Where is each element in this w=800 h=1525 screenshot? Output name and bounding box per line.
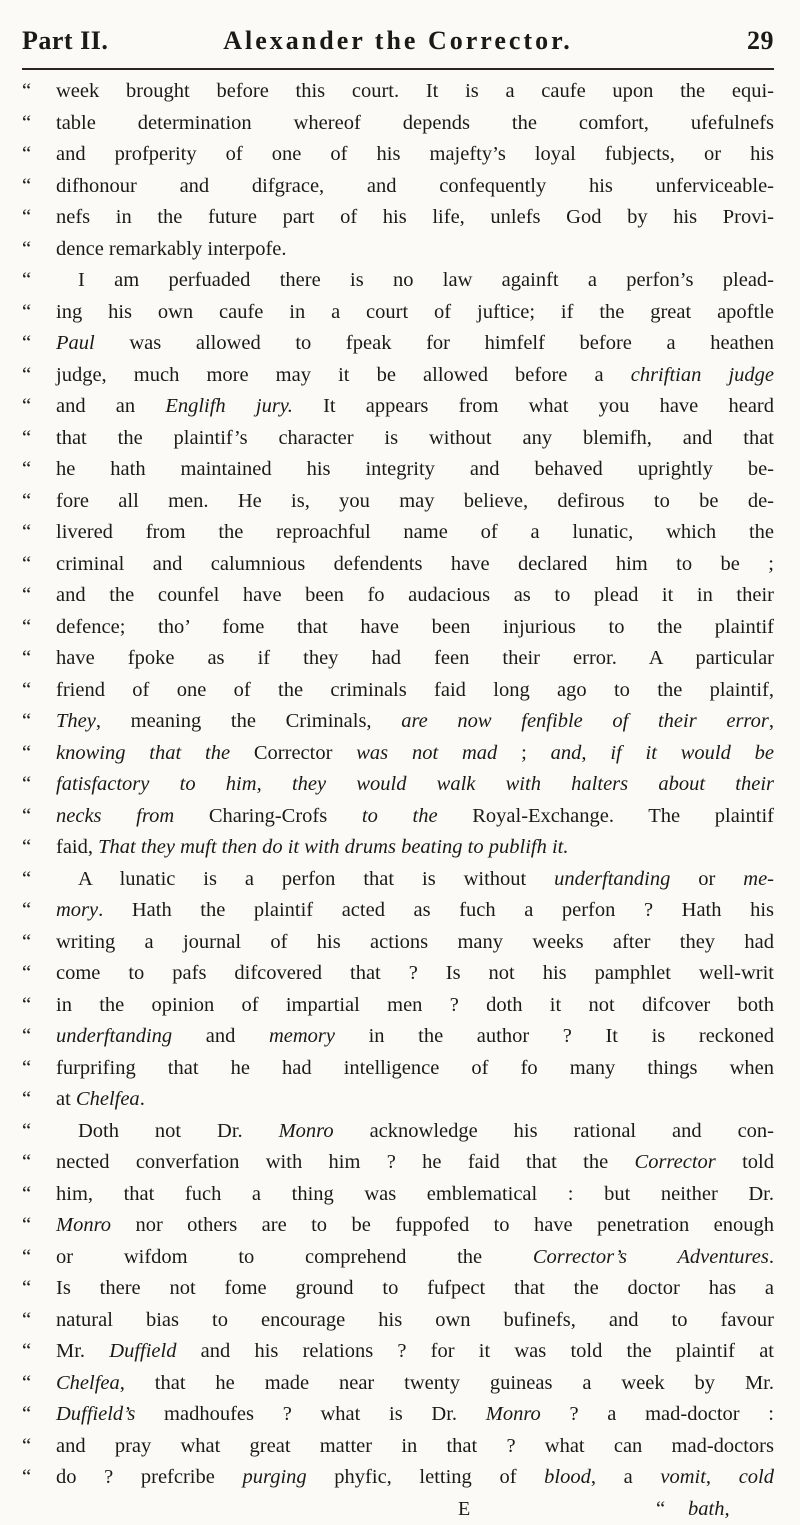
text-run: table determination whereof depends the comfort, ufefulnefs (56, 112, 774, 134)
quote-mark: “ (22, 391, 52, 423)
quote-mark: “ (22, 423, 52, 455)
italic-text: they would walk with halters about their (292, 773, 774, 795)
page-footer (22, 1494, 774, 1525)
text-run: writing a journal of his actions many weeks after they had (56, 931, 774, 953)
text-run: have fpoke as if they had feen their error. A particular (56, 647, 774, 669)
quote-mark: “ (22, 1053, 52, 1085)
text-run: Mr. (56, 1340, 109, 1362)
line-text (56, 895, 774, 927)
line-text (56, 108, 774, 140)
text-line (22, 1147, 774, 1179)
quote-mark: “ (22, 139, 52, 171)
text-run: , (257, 773, 292, 795)
text-line (22, 1273, 774, 1305)
quote-mark: “ (22, 1368, 52, 1400)
text-run: natural bias to encourage his own bufinefs, and to favour (56, 1309, 774, 1331)
text-run: he hath maintained his integrity and behaved uprightly be- (56, 458, 774, 480)
text-run: , meaning the Criminals, (96, 710, 401, 732)
quote-mark: “ (22, 76, 52, 108)
quote-mark: “ (22, 486, 52, 518)
text-run: phyfic, letting of (307, 1466, 545, 1488)
text-run: and an (56, 395, 165, 417)
line-text (56, 580, 774, 612)
text-line (22, 580, 774, 612)
text-line (22, 549, 774, 581)
line-text (56, 643, 774, 675)
line-text (56, 234, 774, 266)
quote-mark: “ (22, 297, 52, 329)
quote-mark: “ (22, 1242, 52, 1274)
italic-text: to the (362, 805, 438, 827)
line-text (56, 328, 774, 360)
quote-mark: “ (22, 171, 52, 203)
text-line (22, 1021, 774, 1053)
quote-mark: “ (22, 927, 52, 959)
text-line (22, 864, 774, 896)
italic-text: Corrector (635, 1151, 716, 1173)
quote-mark: “ (22, 1399, 52, 1431)
line-text (56, 454, 774, 486)
line-text (56, 769, 774, 801)
text-run: defence; tho’ fome that have been injurious to the plaintif (56, 616, 774, 638)
text-run: . (140, 1088, 145, 1110)
text-line (22, 1053, 774, 1085)
quote-mark: “ (22, 580, 52, 612)
italic-text: was not mad (356, 742, 497, 764)
italic-text: cold (739, 1466, 774, 1488)
text-line (22, 643, 774, 675)
catchword: bath, (688, 1494, 730, 1525)
text-line (22, 801, 774, 833)
text-line (22, 360, 774, 392)
italic-text: vomit (660, 1466, 706, 1488)
quote-mark: “ (22, 328, 52, 360)
text-line (22, 1368, 774, 1400)
line-text (78, 1116, 774, 1148)
italic-text: Englifh jury. (165, 395, 293, 417)
italic-text: knowing that the (56, 742, 230, 764)
quote-mark: “ (22, 895, 52, 927)
line-text (56, 990, 774, 1022)
quote-mark: “ (22, 234, 52, 266)
text-line (22, 738, 774, 770)
line-text (56, 1021, 774, 1053)
line-text (56, 1399, 774, 1431)
text-run: fore all men. He is, you may believe, defirous to be de- (56, 490, 774, 512)
text-line (22, 486, 774, 518)
text-line (22, 706, 774, 738)
text-line (22, 1431, 774, 1463)
text-line (22, 391, 774, 423)
quote-mark: “ (22, 360, 52, 392)
italic-text: Duffield (109, 1340, 176, 1362)
text-run: friend of one of the criminals faid long ago to the plaintif, (56, 679, 774, 701)
italic-text: Monro (56, 1214, 111, 1236)
text-line (22, 832, 774, 864)
text-line (22, 328, 774, 360)
quote-mark: “ (22, 643, 52, 675)
text-run: Is there not fome ground to fufpect that the doctor has a (56, 1277, 774, 1299)
text-run: acknowledge his rational and con- (334, 1120, 774, 1142)
text-run: . Hath the plaintif acted as fuch a perfon ? Hath his (98, 899, 774, 921)
running-header (22, 20, 774, 70)
italic-text: me- (743, 868, 774, 890)
text-run: Doth not Dr. (78, 1120, 279, 1142)
text-run: and his relations ? for it was told the plaintif at (176, 1340, 774, 1362)
quote-mark: “ (22, 265, 52, 297)
text-line (22, 234, 774, 266)
line-text (56, 1179, 774, 1211)
text-run: ing his own caufe in a court of juftice; if the great apoftle (56, 301, 774, 323)
italic-text: Chelfea (56, 1372, 120, 1394)
text-run: livered from the reproachful name of a lunatic, which the (56, 521, 774, 543)
text-line (22, 1084, 774, 1116)
line-text (56, 1053, 774, 1085)
line-text (56, 738, 774, 770)
text-run: and profperity of one of his majefty’s loyal fubjects, or his (56, 143, 774, 165)
text-run: or (670, 868, 743, 890)
text-run: come to pafs difcovered that ? Is not his pamphlet well-writ (56, 962, 774, 984)
quote-mark: “ (22, 202, 52, 234)
line-text (56, 1431, 774, 1463)
text-run: , (769, 710, 774, 732)
italic-text: underftanding (554, 868, 670, 890)
text-run: week brought before this court. It is a caufe upon the equi- (56, 80, 774, 102)
italic-text: Monro (279, 1120, 334, 1142)
italic-text: Duffield’s (56, 1403, 135, 1425)
quote-mark: “ (22, 1210, 52, 1242)
italic-text: Chelfea (76, 1088, 140, 1110)
quote-mark: “ (22, 864, 52, 896)
line-text (56, 1305, 774, 1337)
text-line (22, 1462, 774, 1494)
line-text (56, 1273, 774, 1305)
italic-text: are now fenfible of their error (401, 710, 769, 732)
text-line (22, 958, 774, 990)
text-run: I am perfuaded there is no law againft a perfon’s plead- (78, 269, 774, 291)
text-run: was allowed to fpeak for himfelf before a heathen (95, 332, 774, 354)
text-run: that the plaintif’s character is without any blemifh, and that (56, 427, 774, 449)
text-run: do ? prefcribe (56, 1466, 242, 1488)
text-run: in the author ? It is reckoned (335, 1025, 774, 1047)
text-run: , (706, 1466, 739, 1488)
line-text (56, 202, 774, 234)
italic-text: necks from (56, 805, 174, 827)
text-run: It appears from what you have heard (293, 395, 774, 417)
italic-text: That they muft then do it with drums beating to publifh it. (98, 836, 568, 858)
text-run: . (769, 1246, 774, 1268)
text-run: at (56, 1088, 76, 1110)
text-run: and the counfel have been fo audacious as to plead it in their (56, 584, 774, 606)
running-title: Alexander the Corrector. (22, 26, 774, 56)
line-text (56, 1147, 774, 1179)
text-run: difhonour and difgrace, and confequently his unferviceable- (56, 175, 774, 197)
line-text (78, 265, 774, 297)
text-run: in the opinion of impartial men ? doth it not difcover both (56, 994, 774, 1016)
line-text (56, 1462, 774, 1494)
text-line (22, 769, 774, 801)
quote-mark: “ (22, 1431, 52, 1463)
page-number: 29 (747, 26, 774, 56)
text-run: nor others are to be fuppofed to have penetration enough (111, 1214, 774, 1236)
quote-mark: “ (22, 769, 52, 801)
quote-mark: “ (22, 1462, 52, 1494)
quote-mark: “ (22, 612, 52, 644)
text-run: Charing-Crofs (174, 805, 362, 827)
text-line (22, 297, 774, 329)
line-text (56, 423, 774, 455)
line-text (56, 958, 774, 990)
line-text (56, 832, 774, 864)
italic-text: if it would be (610, 742, 774, 764)
part-label: Part II. (22, 26, 108, 56)
text-run: ; (497, 742, 550, 764)
text-run: A lunatic is a perfon that is without (78, 868, 554, 890)
quote-mark: “ (22, 1305, 52, 1337)
text-run: madhoufes ? what is Dr. (135, 1403, 485, 1425)
text-line (22, 675, 774, 707)
text-line (22, 139, 774, 171)
quote-mark: “ (22, 990, 52, 1022)
line-text (56, 391, 774, 423)
quote-mark: “ (22, 1273, 52, 1305)
quote-mark: “ (22, 1179, 52, 1211)
italic-text: Paul (56, 332, 95, 354)
line-text (56, 706, 774, 738)
text-line (22, 76, 774, 108)
text-line (22, 108, 774, 140)
text-line (22, 990, 774, 1022)
quote-mark: “ (22, 738, 52, 770)
quote-mark: “ (22, 1116, 52, 1148)
text-run: criminal and calumnious defendents have declared him to be ; (56, 553, 774, 575)
line-text (56, 360, 774, 392)
line-text (56, 1084, 774, 1116)
body-text (22, 76, 774, 1525)
quote-mark: “ (22, 832, 52, 864)
line-text (78, 864, 774, 896)
italic-text: fatisfactory to him (56, 773, 257, 795)
text-line (22, 895, 774, 927)
text-run: nected converfation with him ? he faid that the (56, 1151, 635, 1173)
text-line (22, 1210, 774, 1242)
line-text (56, 612, 774, 644)
quote-mark: “ (22, 1147, 52, 1179)
italic-text: Corrector’s Adventures (533, 1246, 769, 1268)
text-run: faid, (56, 836, 98, 858)
text-line (22, 612, 774, 644)
italic-text: blood (544, 1466, 591, 1488)
quote-mark: “ (22, 1021, 52, 1053)
text-line (22, 1305, 774, 1337)
line-text (56, 486, 774, 518)
line-text (56, 76, 774, 108)
line-text (56, 1336, 774, 1368)
text-run: judge, much more may it be allowed before a (56, 364, 631, 386)
text-line (22, 517, 774, 549)
quote-mark: “ (22, 1336, 52, 1368)
text-run: told (716, 1151, 774, 1173)
text-run: Corrector (230, 742, 356, 764)
text-line (22, 423, 774, 455)
text-run: and pray what great matter in that ? what can mad-doctors (56, 1435, 774, 1457)
italic-text: They (56, 710, 96, 732)
line-text (56, 675, 774, 707)
italic-text: chriftian judge (631, 364, 774, 386)
text-run: nefs in the future part of his life, unlefs God by his Provi- (56, 206, 774, 228)
line-text (56, 927, 774, 959)
text-line (22, 1399, 774, 1431)
line-text (56, 139, 774, 171)
line-text (56, 1210, 774, 1242)
text-line (22, 927, 774, 959)
quote-mark: “ (22, 958, 52, 990)
text-run: and (172, 1025, 269, 1047)
signature-mark: E (458, 1494, 470, 1525)
text-run: ? a mad-doctor : (541, 1403, 774, 1425)
quote-mark: “ (22, 454, 52, 486)
quote-mark: “ (656, 1494, 665, 1525)
line-text (56, 549, 774, 581)
italic-text: mory (56, 899, 98, 921)
line-text (56, 1368, 774, 1400)
quote-mark: “ (22, 549, 52, 581)
quote-mark: “ (22, 801, 52, 833)
text-run: Royal-Exchange. The plaintif (438, 805, 774, 827)
line-text (56, 297, 774, 329)
text-run: furprifing that he had intelligence of fo many things when (56, 1057, 774, 1079)
quote-mark: “ (22, 1084, 52, 1116)
text-line (22, 1336, 774, 1368)
quote-mark: “ (22, 675, 52, 707)
text-line (22, 1179, 774, 1211)
text-run: , (581, 742, 610, 764)
text-run: , that he made near twenty guineas a week by Mr. (120, 1372, 774, 1394)
text-line (22, 171, 774, 203)
text-line (22, 1242, 774, 1274)
line-text (56, 171, 774, 203)
quote-mark: “ (22, 108, 52, 140)
quote-mark: “ (22, 517, 52, 549)
text-run: him, that fuch a thing was emblematical : but neither Dr. (56, 1183, 774, 1205)
line-text (56, 801, 774, 833)
text-run: , a (591, 1466, 661, 1488)
text-line (22, 1116, 774, 1148)
text-line (22, 454, 774, 486)
italic-text: and (551, 742, 582, 764)
line-text (56, 517, 774, 549)
line-text (56, 1242, 774, 1274)
text-line (22, 265, 774, 297)
quote-mark: “ (22, 706, 52, 738)
italic-text: underftanding (56, 1025, 172, 1047)
italic-text: Monro (486, 1403, 541, 1425)
text-run: or wifdom to comprehend the (56, 1246, 533, 1268)
italic-text: purging (242, 1466, 306, 1488)
italic-text: memory (269, 1025, 335, 1047)
text-line (22, 202, 774, 234)
text-run: dence remarkably interpofe. (56, 238, 287, 260)
